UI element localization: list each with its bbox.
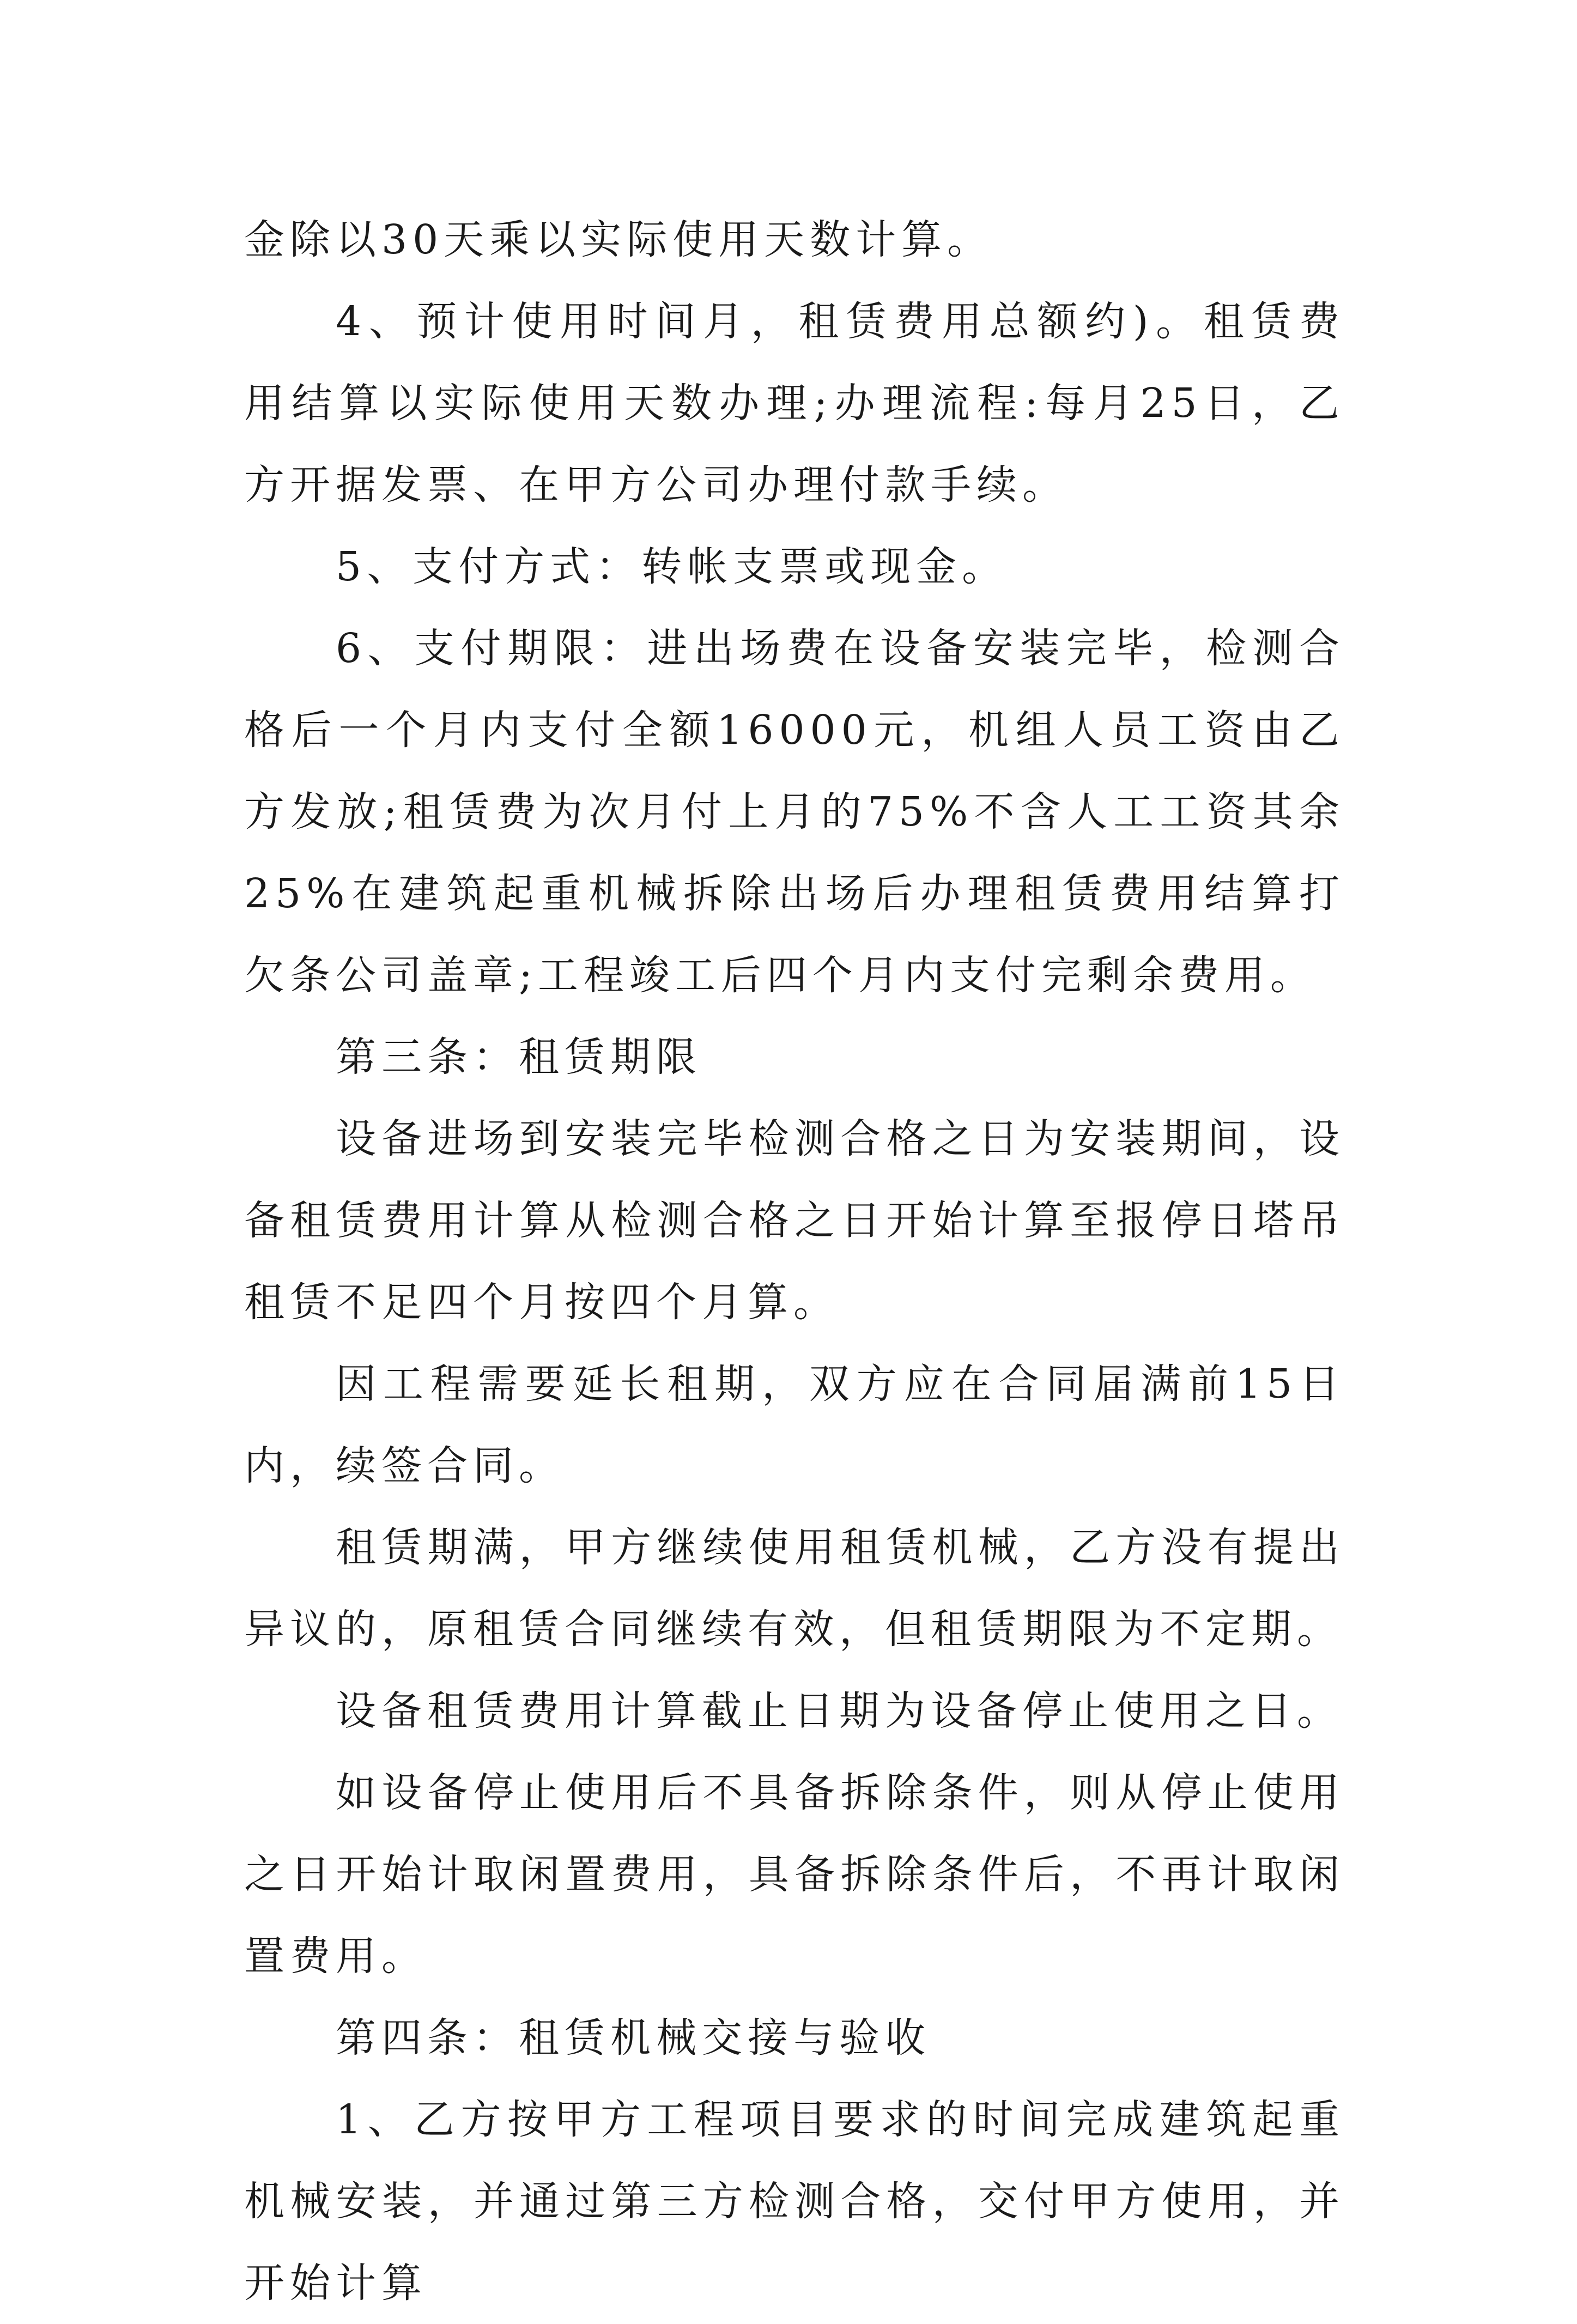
document-body	[244, 199, 1345, 2324]
paragraph-continued-fee-calculation: 金除以30天乘以实际使用天数计算。	[244, 216, 993, 263]
section-heading-article-4: 第四条：租赁机械交接与验收	[336, 2014, 931, 2061]
paragraph-clause-6-payment-term: 6、支付期限：进出场费在设备安装完毕，检测合格后一个月内支付全额16000元，机组人员工资由乙方发放;租赁费为次月付上月的75%不含人工工资其余25%在建筑起重机械拆除出场后办理租赁费用结算打欠条公司盖章;工程竣工后四个月内支付完剩余费用。	[244, 625, 1345, 999]
paragraph-extension: 因工程需要延长租期，双方应在合同届满前15日内，续签合同。	[244, 1361, 1345, 1489]
paragraph-fee-cutoff: 设备租赁费用计算截止日期为设备停止使用之日。	[336, 1688, 1343, 1734]
paragraph-clause-5-payment-method: 5、支付方式：转帐支票或现金。	[336, 543, 1008, 590]
paragraph-idle-fees: 如设备停止使用后不具备拆除条件，则从停止使用之日开始计取闲置费用，具备拆除条件后，不再计取闲置费用。	[244, 1769, 1345, 1980]
paragraph-lease-expiry: 租赁期满，甲方继续使用租赁机械，乙方没有提出异议的，原租赁合同继续有效，但租赁期限为不定期。	[244, 1524, 1345, 1653]
section-heading-article-3: 第三条：租赁期限	[336, 1034, 702, 1081]
paragraph-handover-1: 1、乙方按甲方工程项目要求的时间完成建筑起重机械安装，并通过第三方检测合格，交付甲方使用，并开始计算	[244, 2096, 1345, 2307]
paragraph-clause-4-usage-time: 4、预计使用时间月，租赁费用总额约)。租赁费用结算以实际使用天数办理;办理流程:每月25日，乙方开据发票、在甲方公司办理付款手续。	[244, 298, 1345, 508]
paragraph-installation-period: 设备进场到安装完毕检测合格之日为安装期间，设备租赁费用计算从检测合格之日开始计算至报停日塔吊租赁不足四个月按四个月算。	[244, 1115, 1345, 1326]
